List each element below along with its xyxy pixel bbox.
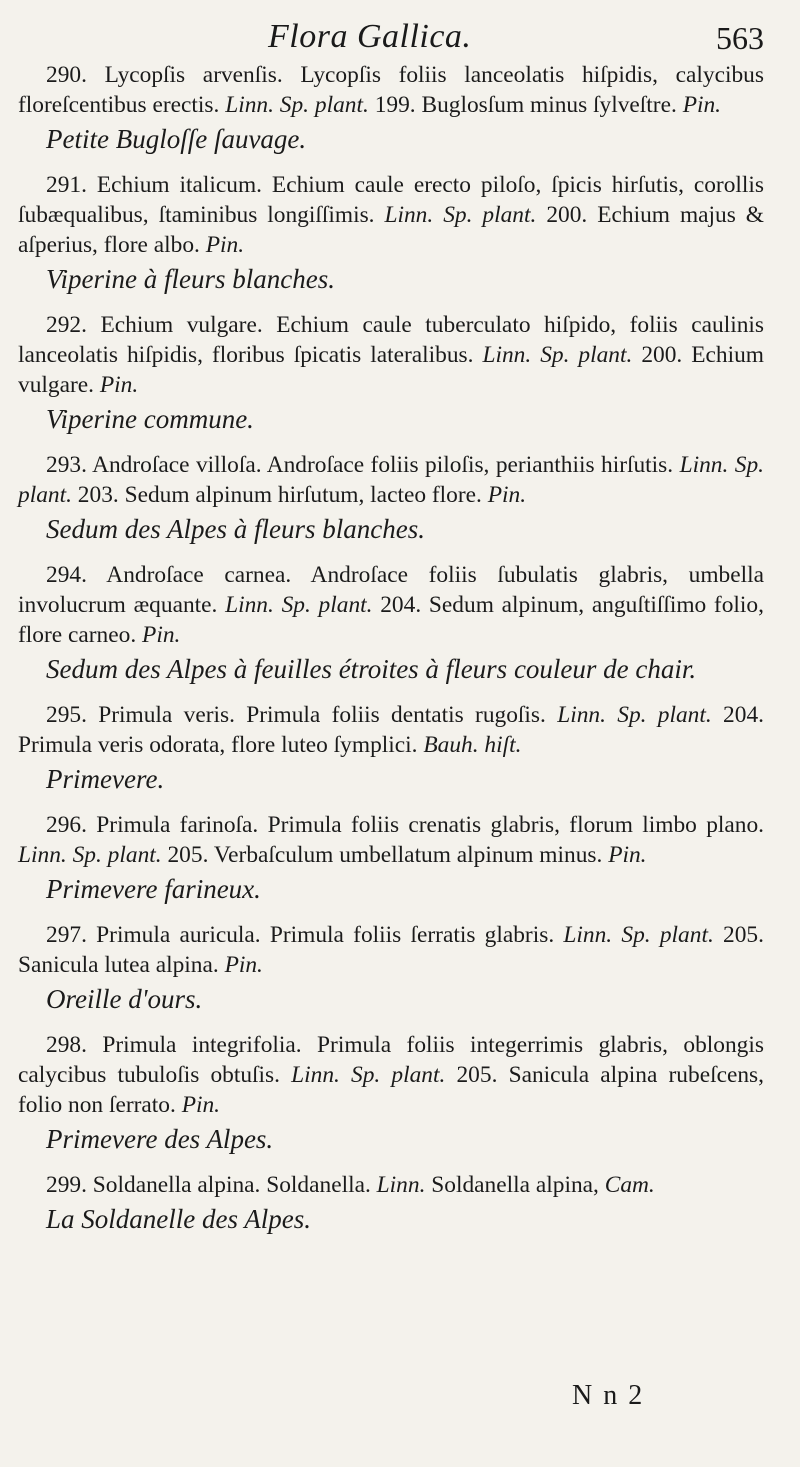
synonym-name: Primula veris odorata, flore luteo ſymplici. bbox=[18, 732, 418, 758]
synonym-author: Pin. bbox=[142, 622, 181, 648]
reference-author: Linn. bbox=[376, 1172, 426, 1198]
reference-page: 205. bbox=[167, 842, 209, 868]
reference-author: Linn. Sp. plant. bbox=[557, 702, 712, 728]
reference-page: 205. bbox=[723, 922, 764, 948]
reference-author: Linn. Sp. plant. bbox=[384, 202, 537, 228]
entry-description bbox=[18, 920, 764, 980]
species-entry bbox=[18, 700, 764, 796]
reference-page: 204. bbox=[723, 702, 764, 728]
reference-author: Linn. Sp. plant. bbox=[482, 342, 633, 368]
latin-diagnosis: Echium vulgare. Echium caule tuberculato hiſpido, foliis caulinis lanceolatis hiſpidis, floribus ſpicatis lateralibus. bbox=[18, 312, 764, 368]
entry-description bbox=[18, 560, 764, 650]
vernacular-name: Viperine à fleurs blanches. bbox=[46, 264, 335, 294]
entry-description bbox=[18, 810, 764, 870]
species-list bbox=[18, 60, 764, 1250]
entry-number: 299. bbox=[46, 1172, 87, 1198]
synonym-author: Pin. bbox=[682, 92, 722, 118]
entry-description bbox=[18, 700, 764, 760]
entry-number: 293. bbox=[46, 452, 87, 478]
entry-number: 297. bbox=[46, 922, 87, 948]
species-entry bbox=[18, 1030, 764, 1156]
entry-number: 298. bbox=[46, 1032, 87, 1058]
synonym-author: Pin. bbox=[181, 1092, 221, 1118]
synonym-name: Soldanella alpina, bbox=[431, 1172, 599, 1198]
entry-number: 296. bbox=[46, 812, 87, 838]
synonym-name: Sedum alpinum hirſutum, lacteo flore. bbox=[124, 482, 482, 508]
entry-description bbox=[18, 310, 764, 400]
synonym-author: Pin. bbox=[487, 482, 527, 508]
reference-page: 205. bbox=[456, 1062, 498, 1088]
entry-description bbox=[18, 1170, 764, 1200]
latin-diagnosis: Androſace villoſa. Androſace foliis piloſis, perianthiis hirſutis. bbox=[92, 452, 674, 478]
entry-number: 291. bbox=[46, 172, 87, 198]
reference-page: 199. bbox=[374, 92, 416, 118]
species-entry bbox=[18, 810, 764, 906]
reference-author: Linn. Sp. plant. bbox=[563, 922, 714, 948]
entry-number: 292. bbox=[46, 312, 87, 338]
synonym-author: Bauh. hiſt. bbox=[423, 732, 522, 758]
entry-number: 294. bbox=[46, 562, 87, 588]
synonym-name: Verbaſculum umbellatum alpinum minus. bbox=[213, 842, 603, 868]
latin-diagnosis: Primula farinoſa. Primula foliis crenatis glabris, florum limbo plano. bbox=[96, 812, 765, 838]
reference-page: 204. bbox=[380, 592, 422, 618]
species-entry bbox=[18, 60, 764, 156]
vernacular-name: Primevere. bbox=[46, 764, 165, 794]
species-entry bbox=[18, 1170, 764, 1236]
reference-author: Linn. Sp. plant. bbox=[225, 92, 369, 118]
entry-number: 295. bbox=[46, 702, 87, 728]
synonym-author: Pin. bbox=[608, 842, 647, 868]
synonym-name: Sanicula lutea alpina. bbox=[18, 952, 219, 978]
latin-diagnosis: Androſace carnea. Androſace foliis ſubulatis glabris, umbella involucrum æquante. bbox=[18, 562, 765, 618]
latin-diagnosis: Primula auricula. Primula foliis ſerratis glabris. bbox=[96, 922, 555, 948]
entry-description bbox=[18, 170, 764, 260]
vernacular-name: Oreille d'ours. bbox=[46, 984, 203, 1014]
page-number: 563 bbox=[716, 20, 764, 56]
vernacular-name: Sedum des Alpes à fleurs blanches. bbox=[46, 514, 425, 544]
vernacular-name: Primevere farineux. bbox=[46, 874, 261, 904]
synonym-author: Pin. bbox=[205, 232, 245, 258]
vernacular-name: Primevere des Alpes. bbox=[46, 1124, 274, 1154]
species-entry bbox=[18, 450, 764, 546]
vernacular-name: Viperine commune. bbox=[46, 404, 254, 434]
synonym-author: Pin. bbox=[99, 372, 139, 398]
entry-description bbox=[18, 1030, 764, 1120]
synonym-name: Sanicula alpina rubeſcens, folio non ſerrato. bbox=[18, 1062, 764, 1118]
synonym-name: Sedum alpinum, anguſtiſſimo folio, flore carneo. bbox=[18, 592, 764, 648]
species-entry bbox=[18, 920, 764, 1016]
synonym-name: Buglosſum minus ſylveſtre. bbox=[421, 92, 677, 118]
reference-author: Linn. Sp. plant. bbox=[225, 592, 373, 618]
latin-diagnosis: Primula integrifolia. Primula foliis integerrimis glabris, oblongis calycibus tubuloſis obtuſis. bbox=[18, 1032, 764, 1088]
page-header bbox=[0, 12, 800, 62]
reference-page: 200. bbox=[546, 202, 588, 228]
synonym-name: Echium vulgare. bbox=[18, 342, 764, 398]
latin-diagnosis: Primula veris. Primula foliis dentatis rugoſis. bbox=[98, 702, 546, 728]
synonym-author: Pin. bbox=[224, 952, 263, 978]
entry-number: 290. bbox=[46, 62, 87, 88]
latin-diagnosis: Echium italicum. Echium caule erecto piloſo, ſpicis hirſutis, corollis ſubæqualibus, ſtaminibus longiſſimis. bbox=[18, 172, 764, 228]
vernacular-name: Petite Bugloſſe ſauvage. bbox=[46, 124, 307, 154]
entry-description bbox=[18, 60, 764, 120]
signature-mark: N n 2 bbox=[572, 1380, 645, 1411]
species-entry bbox=[18, 310, 764, 436]
synonym-name: Echium majus & aſperius, flore albo. bbox=[18, 202, 764, 258]
species-entry bbox=[18, 170, 764, 296]
entry-description bbox=[18, 450, 764, 510]
vernacular-name: Sedum des Alpes à feuilles étroites à fleurs couleur de chair. bbox=[46, 654, 697, 684]
latin-diagnosis: Soldanella alpina. Soldanella. bbox=[92, 1172, 371, 1198]
reference-page: 200. bbox=[641, 342, 683, 368]
reference-author: Linn. Sp. plant. bbox=[18, 452, 764, 508]
latin-diagnosis: Lycopſis arvenſis. Lycopſis foliis lanceolatis hiſpidis, calycibus floreſcentibus erectis. bbox=[18, 62, 764, 118]
reference-author: Linn. Sp. plant. bbox=[291, 1062, 446, 1088]
reference-page: 203. bbox=[77, 482, 119, 508]
reference-author: Linn. Sp. plant. bbox=[18, 842, 162, 868]
synonym-author: Cam. bbox=[604, 1172, 655, 1198]
running-title: Flora Gallica. bbox=[268, 18, 472, 55]
species-entry bbox=[18, 560, 764, 686]
vernacular-name: La Soldanelle des Alpes. bbox=[46, 1204, 311, 1234]
